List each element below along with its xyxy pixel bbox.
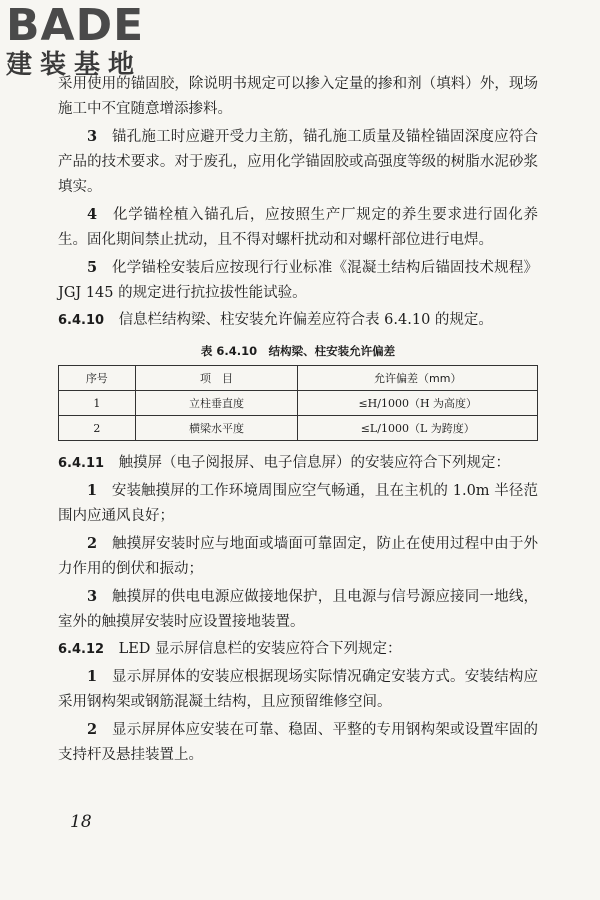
clause-number: 1	[87, 482, 98, 499]
table-cell: ≤L/1000（L 为跨度）	[298, 416, 538, 441]
table-header-cell: 序号	[59, 366, 136, 391]
table-cell: 横梁水平度	[135, 416, 298, 441]
paragraph-text: 显示屏屏体应安装在可靠、稳固、平整的专用钢构架或设置牢固的支持杆及悬挂装置上。	[58, 722, 539, 763]
clause-number: 4	[87, 206, 98, 223]
paragraph	[58, 308, 538, 333]
clause-number: 3	[87, 588, 98, 605]
table-caption: 表 6.4.10 结构梁、柱安装允许偏差	[200, 344, 396, 358]
clause-number: 2	[87, 721, 98, 738]
paragraph	[58, 255, 538, 306]
page-number: 18	[70, 812, 92, 832]
paragraph-text: 化学锚栓植入锚孔后，应按照生产厂规定的养生要求进行固化养生。固化期间禁止扰动，且不得对螺杆扰动和对螺杆部位进行电焊。	[58, 207, 539, 248]
paragraph	[58, 531, 538, 582]
clause-number: 5	[87, 259, 98, 276]
paragraph-text: LED 显示屏信息栏的安装应符合下列规定：	[118, 641, 402, 657]
clause-number: 2	[87, 535, 98, 552]
paragraph-text: 化学锚栓安装后应按现行行业标准《混凝土结构后锚固技术规程》JGJ 145 的规定进行抗拉拔性能试验。	[58, 260, 539, 301]
document-page	[58, 72, 538, 770]
paragraph	[58, 637, 538, 662]
clause-number: 3	[87, 128, 98, 145]
table-header-cell: 允许偏差（mm）	[298, 366, 538, 391]
paragraph-text: 锚孔施工时应避开受力主筋，锚孔施工质量及锚栓锚固深度应符合产品的技术要求。对于废孔，应用化学锚固胶或高强度等级的树脂水泥砂浆填实。	[58, 129, 539, 195]
clause-number: 6.4.12	[58, 642, 105, 657]
table-header-row	[59, 366, 538, 391]
paragraph-text: 显示屏屏体的安装应根据现场实际情况确定安装方式。安装结构应采用钢构架或钢筋混凝土结构，且应预留维修空间。	[58, 669, 539, 710]
paragraph	[58, 717, 538, 768]
table-cell: 1	[59, 391, 136, 416]
paragraph	[58, 72, 538, 122]
table-header-cell: 项 目	[135, 366, 298, 391]
paragraph-text: 安装触摸屏的工作环境周围应空气畅通，且在主机的 1.0m 半径范围内应通风良好；	[58, 483, 538, 524]
clause-number: 6.4.11	[58, 456, 105, 471]
paragraph-text: 信息栏结构梁、柱安装允许偏差应符合表 6.4.10 的规定。	[118, 312, 493, 328]
watermark-logo	[6, 0, 176, 80]
paragraph-text: 触摸屏安装时应与地面或墙面可靠固定，防止在使用过程中由于外力作用的倒伏和振动；	[58, 536, 539, 577]
table-cell: 2	[59, 416, 136, 441]
clause-number: 6.4.10	[58, 313, 105, 328]
tolerance-table	[58, 365, 538, 441]
paragraph	[58, 478, 538, 529]
table-row	[59, 416, 538, 441]
table-row	[59, 391, 538, 416]
table-cell: 立柱垂直度	[135, 391, 298, 416]
paragraph-group-top	[58, 72, 538, 333]
paragraph	[58, 584, 538, 635]
logo-subtitle: 建装基地	[6, 50, 143, 80]
paragraph-group-bottom	[58, 451, 538, 768]
paragraph-text: 触摸屏（电子阅报屏、电子信息屏）的安装应符合下列规定：	[118, 455, 511, 471]
table-cell: ≤H/1000（H 为高度）	[298, 391, 538, 416]
paragraph	[58, 202, 538, 253]
clause-number: 1	[87, 668, 98, 685]
paragraph-text: 采用使用的锚固胶，除说明书规定可以掺入定量的掺和剂（填料）外，现场施工中不宜随意增添掺料。	[58, 76, 538, 117]
paragraph	[58, 664, 538, 715]
paragraph	[58, 124, 538, 200]
logo-wordmark: BADE	[6, 0, 145, 51]
paragraph-text: 触摸屏的供电电源应做接地保护，且电源与信号源应接同一地线，室外的触摸屏安装时应设置接地装置。	[58, 589, 539, 630]
paragraph	[58, 451, 538, 476]
